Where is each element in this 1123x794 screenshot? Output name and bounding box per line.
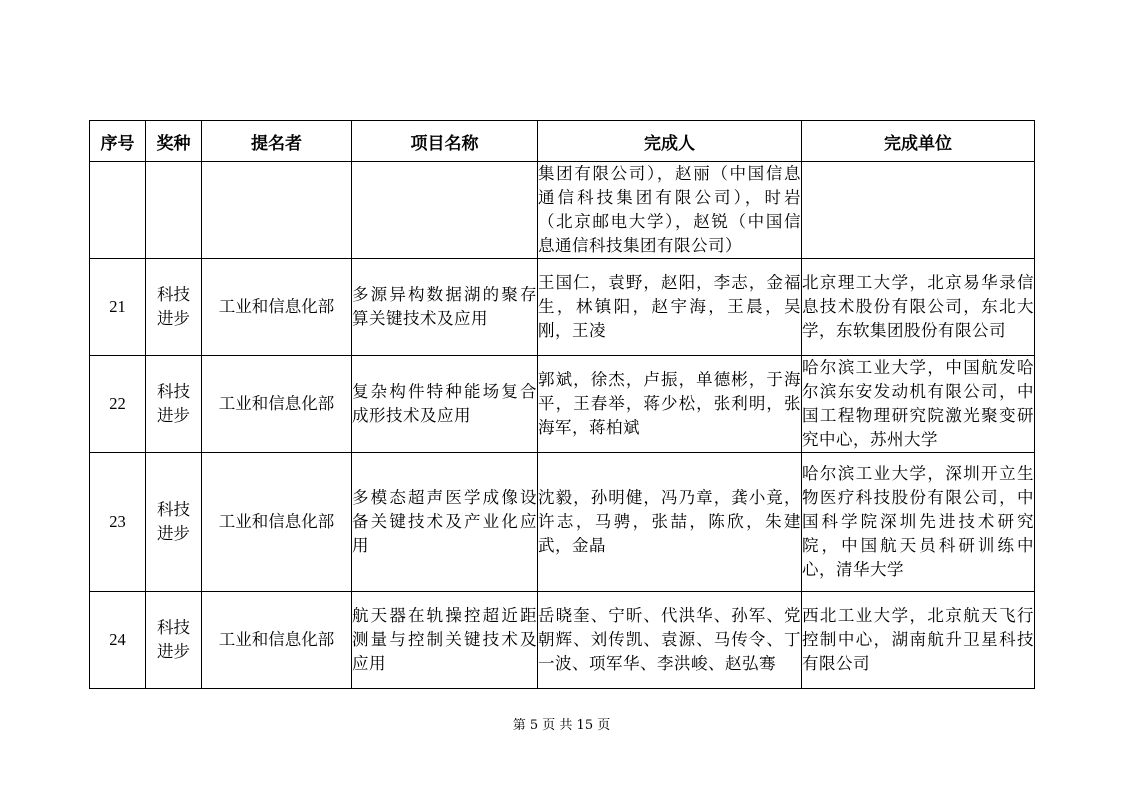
- header-row: [90, 121, 1035, 162]
- cell-nominator: 工业和信息化部: [202, 259, 352, 356]
- cell-type-line1: 科技: [157, 285, 190, 304]
- cell-type-line1: 科技: [157, 382, 190, 401]
- cell-people: 岳晓奎、宁昕、代洪华、孙军、党朝辉、刘传凯、袁源、马传令、丁一波、项军华、李洪峻、赵弘骞: [538, 592, 802, 689]
- cell-project: 航天器在轨操控超近距测量与控制关键技术及应用: [352, 592, 538, 689]
- table-row: [90, 453, 1035, 592]
- cell-people: 沈毅，孙明健，冯乃章，龚小竟，许志，马骋，张喆，陈欣，朱建武，金晶: [538, 453, 802, 592]
- cell-num: [90, 162, 146, 259]
- cell-type-line2: 进步: [157, 642, 190, 661]
- header-people: 完成人: [538, 121, 802, 162]
- table-row: [90, 356, 1035, 453]
- header-num: 序号: [90, 121, 146, 162]
- cell-nominator: 工业和信息化部: [202, 592, 352, 689]
- cell-type-line2: 进步: [157, 524, 190, 543]
- cell-num: 21: [90, 259, 146, 356]
- cell-units: 哈尔滨工业大学，深圳开立生物医疗科技股份有限公司，中国科学院深圳先进技术研究院，中国航天员科研训练中心，清华大学: [802, 453, 1035, 592]
- cell-type-line2: 进步: [157, 406, 190, 425]
- cell-units: 北京理工大学，北京易华录信息技术股份有限公司，东北大学，东软集团股份有限公司: [802, 259, 1035, 356]
- cell-num: 24: [90, 592, 146, 689]
- cell-type: [146, 259, 202, 356]
- cell-type-line2: 进步: [157, 309, 190, 328]
- award-table: [89, 120, 1035, 689]
- cell-type: [146, 356, 202, 453]
- cell-project: 复杂构件特种能场复合成形技术及应用: [352, 356, 538, 453]
- cell-people: 郭斌，徐杰，卢振，单德彬，于海平，王春举，蒋少松，张利明，张海军，蒋柏斌: [538, 356, 802, 453]
- cell-units: [802, 162, 1035, 259]
- cell-num: 23: [90, 453, 146, 592]
- cell-type: [146, 162, 202, 259]
- cell-nominator: 工业和信息化部: [202, 453, 352, 592]
- header-nominator: 提名者: [202, 121, 352, 162]
- cell-type-line1: 科技: [157, 500, 190, 519]
- header-project: 项目名称: [352, 121, 538, 162]
- cell-project: [352, 162, 538, 259]
- cell-num: 22: [90, 356, 146, 453]
- header-units: 完成单位: [802, 121, 1035, 162]
- cell-people: 王国仁，袁野，赵阳，李志，金福生，林镇阳，赵宇海，王晨，吴刚，王凌: [538, 259, 802, 356]
- cell-project: 多源异构数据湖的聚存算关键技术及应用: [352, 259, 538, 356]
- page-footer: 第 5 页 共 15 页: [512, 718, 611, 733]
- table-row: [90, 592, 1035, 689]
- cell-nominator: 工业和信息化部: [202, 356, 352, 453]
- cell-type: [146, 592, 202, 689]
- cell-nominator: [202, 162, 352, 259]
- cell-units: 哈尔滨工业大学，中国航发哈尔滨东安发动机有限公司，中国工程物理研究院激光聚变研究中心，苏州大学: [802, 356, 1035, 453]
- cell-people: 集团有限公司），赵丽（中国信息通信科技集团有限公司），时岩（北京邮电大学），赵锐（中国信息通信科技集团有限公司）: [538, 162, 802, 259]
- cell-type-line1: 科技: [157, 618, 190, 637]
- table-row: [90, 162, 1035, 259]
- cell-type: [146, 453, 202, 592]
- header-type: 奖种: [146, 121, 202, 162]
- table-row: [90, 259, 1035, 356]
- cell-project: 多模态超声医学成像设备关键技术及产业化应用: [352, 453, 538, 592]
- cell-units: 西北工业大学，北京航天飞行控制中心，湖南航升卫星科技有限公司: [802, 592, 1035, 689]
